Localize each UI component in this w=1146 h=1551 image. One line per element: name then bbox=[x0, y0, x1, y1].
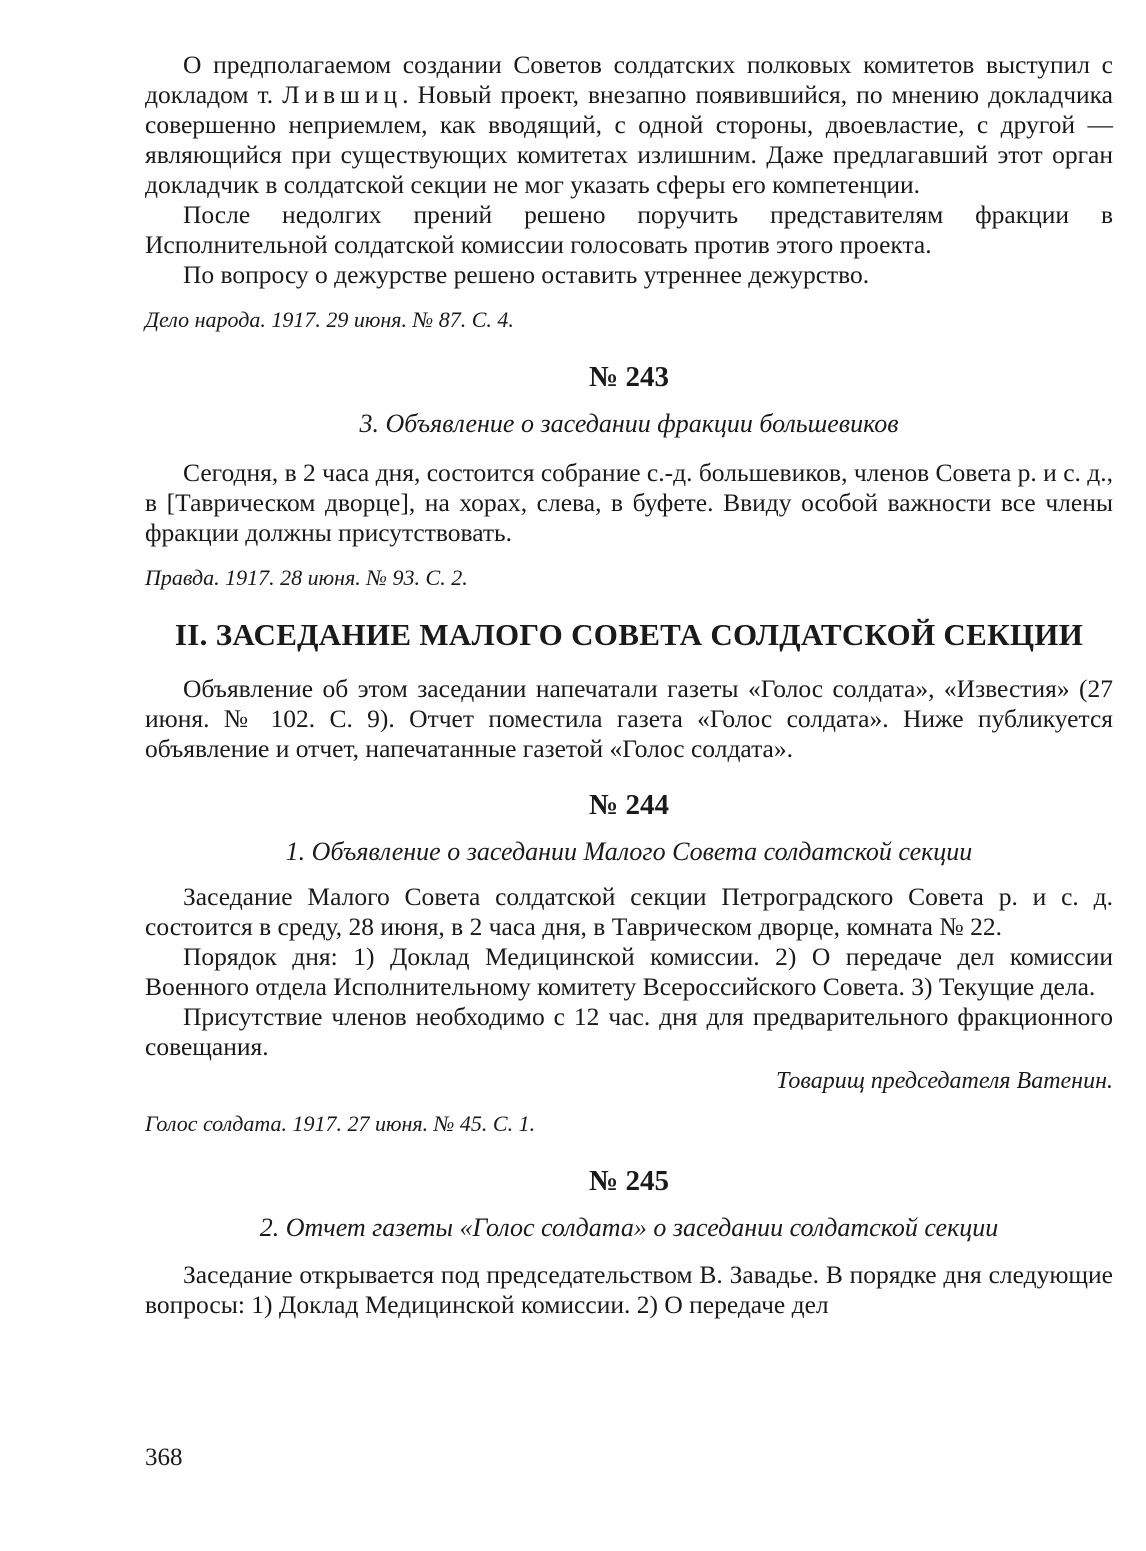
section-title: II. ЗАСЕДАНИЕ МАЛОГО СОВЕТА СОЛДАТСКОЙ СЕКЦИИ bbox=[174, 617, 1084, 652]
paragraph-block1-1 bbox=[145, 50, 1113, 200]
text-fragment: О предполагаемом создании Советов солдатских полковых комитетов выступил с докладом т. bbox=[145, 50, 1113, 109]
document-number-244: № 244 bbox=[589, 789, 669, 821]
speaker-name: Лившиц bbox=[282, 80, 403, 109]
page-number: 368 bbox=[145, 1444, 183, 1471]
document-title-243: 3. Объявление о заседании фракции большевиков bbox=[359, 409, 899, 438]
signature: Товарищ председателя Ватенин. bbox=[775, 1068, 1113, 1094]
document-number-245: № 245 bbox=[589, 1165, 669, 1197]
source-citation-doc243: Правда. 1917. 28 июня. № 93. С. 2. bbox=[145, 565, 468, 590]
text-fragment: . Новый проект, внезапно появившийся, по мнению докладчика совершенно неприемлем, как вводящий, с одной стороны, двоевластие, с другой — являющийся при существующих комитетах излишним. Даже предлагавший этот орган докладчик в солдатской секции не мог указать сферы его компетенции. bbox=[145, 80, 1114, 199]
document-number-243: № 243 bbox=[589, 361, 669, 393]
page-body bbox=[145, 50, 1113, 1320]
section-intro: Объявление об этом заседании напечатали газеты «Голос солдата», «Известия» (27 июня. № 102. С. 9). Отчет поместила газета «Голос солдата». Ниже публикуется объявление и отчет, напечатанные газетой «Голос солдата». bbox=[145, 674, 1113, 763]
document-title-245: 2. Отчет газеты «Голос солдата» о заседании солдатской секции bbox=[259, 1213, 999, 1242]
paragraph-doc244-1: Заседание Малого Совета солдатской секции Петроградского Совета р. и с. д. состоится в среду, 28 июня, в 2 часа дня, в Таврическом дворце, комната № 22. bbox=[145, 882, 1113, 941]
document-title-244: 1. Объявление о заседании Малого Совета солдатской секции bbox=[285, 837, 973, 866]
paragraph-doc244-3: Присутствие членов необходимо с 12 час. дня для предварительного фракционного совещания. bbox=[145, 1002, 1113, 1061]
paragraph-doc243-1: Сегодня, в 2 часа дня, состоится собрание с.-д. большевиков, членов Совета р. и с. д., в [Таврическом дворце], на хорах, слева, в буфете. Ввиду особой важности все члены фракции должны присутствовать. bbox=[145, 458, 1113, 547]
source-citation-doc244: Голос солдата. 1917. 27 июня. № 45. С. 1. bbox=[145, 1111, 536, 1136]
source-citation-block1: Дело народа. 1917. 29 июня. № 87. С. 4. bbox=[145, 307, 514, 332]
paragraph-doc245-1: Заседание открывается под председательством В. Завадье. В порядке дня следующие вопросы: 1) Доклад Медицинской комиссии. 2) О передаче дел bbox=[145, 1260, 1113, 1319]
paragraph-block1-2: После недолгих прений решено поручить представителям фракции в Исполнительной солдатской комиссии голосовать против этого проекта. bbox=[145, 200, 1113, 259]
paragraph-doc244-2: Порядок дня: 1) Доклад Медицинской комиссии. 2) О передаче дел комиссии Военного отдела Исполнительному комитету Всероссийского Совета. 3) Текущие дела. bbox=[145, 942, 1113, 1001]
paragraph-block1-3: По вопросу о дежурстве решено оставить утреннее дежурство. bbox=[183, 260, 870, 289]
